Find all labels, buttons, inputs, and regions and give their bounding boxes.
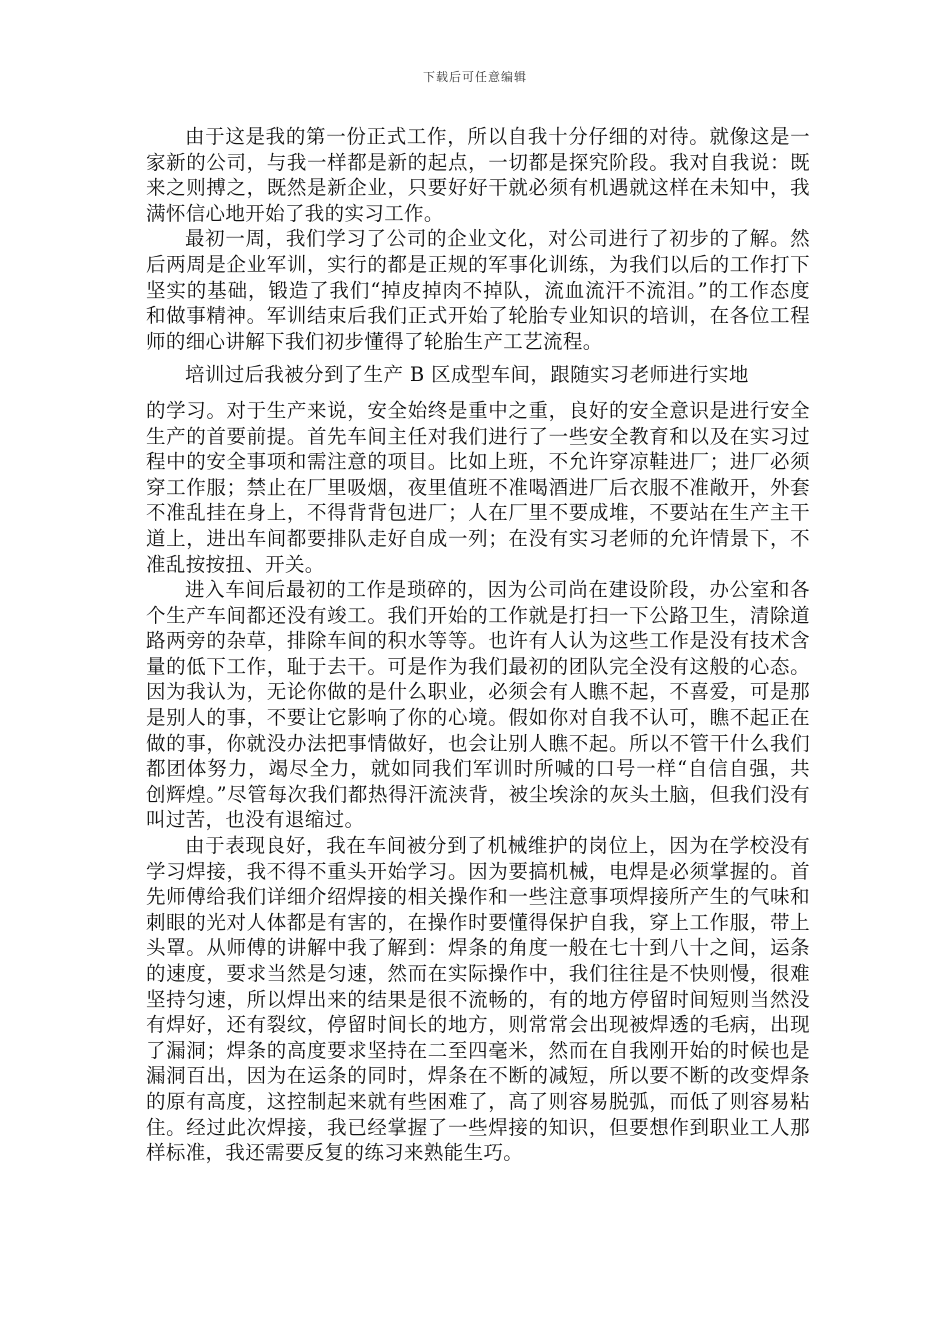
- paragraph-4: 的学习。对于生产来说，安全始终是重中之重，良好的安全意识是进行安全生产的首要前提。首先车间主任对我们进行了一些安全教育和以及在实习过程中的安全事项和需注意的项目。比如上班，不允许穿凉鞋进厂；进厂必须穿工作服；禁止在厂里吸烟，夜里值班不准喝酒进厂后衣服不准敞开，外套不准乱挂在身上，不得背背包进厂；人在厂里不要成堆，不要站在生产主干道上，进出车间都要排队走好自成一列；在没有实习老师的允许情景下，不准乱按按扭、开关。: [146, 398, 810, 576]
- paragraph-2: 最初一周，我们学习了公司的企业文化，对公司进行了初步的了解。然后两周是企业军训，实行的都是正规的军事化训练，为我们以后的工作打下坚实的基础，锻造了我们“掉皮掉肉不掉队，流血流汗不流泪。”的工作态度和做事精神。军训结束后我们正式开始了轮胎专业知识的培训，在各位工程师的细心讲解下我们初步懂得了轮胎生产工艺流程。: [146, 227, 810, 353]
- paragraph-5: 进入车间后最初的工作是琐碎的，因为公司尚在建设阶段，办公室和各个生产车间都还没有竣工。我们开始的工作就是打扫一下公路卫生，清除道路两旁的杂草，排除车间的积水等等。也许有人认为这些工作是没有技术含量的低下工作，耻于去干。可是作为我们最初的团队完全没有这般的心态。因为我认为，无论你做的是什么职业，必须会有人瞧不起，不喜爱，可是那是别人的事，不要让它影响了你的心境。假如你对自我不认可，瞧不起正在做的事，你就没办法把事情做好，也会让别人瞧不起。所以不管干什么我们都团体努力，竭尽全力，就如同我们军训时所喊的口号一样“自信自强，共创辉煌。”尽管每次我们都热得汗流浃背，被尘埃涂的灰头土脑，但我们没有叫过苦，也没有退缩过。: [146, 578, 810, 832]
- paragraph-3: 培训过后我被分到了生产 B 区成型车间，跟随实习老师进行实地: [185, 363, 749, 387]
- page-header: 下载后可任意编辑: [422, 70, 527, 84]
- paragraph-6: 由于表现良好，我在车间被分到了机械维护的岗位上，因为在学校没有学习焊接，我不得不重头开始学习。因为要搞机械，电焊是必须掌握的。首先师傅给我们详细介绍焊接的相关操作和一些注意事项焊接所产生的气味和刺眼的光对人体都是有害的，在操作时要懂得保护自我，穿上工作服，带上头罩。从师傅的讲解中我了解到：焊条的角度一般在七十到八十之间，运条的速度，要求当然是匀速，然而在实际操作中，我们往往是不快则慢，很难坚持匀速，所以焊出来的结果是很不流畅的，有的地方停留时间短则当然没有焊好，还有裂纹，停留时间长的地方，则常常会出现被焊透的毛病，出现了漏洞；焊条的高度要求坚持在二至四毫米，然而在自我刚开始的时候也是漏洞百出，因为在运条的同时，焊条在不断的减短，所以要不断的改变焊条的原有高度，这控制起来就有些困难了，高了则容易脱弧，而低了则容易粘住。经过此次焊接，我已经掌握了一些焊接的知识，但要想作到职业工人那样标准，我还需要反复的练习来熟能生巧。: [146, 834, 810, 1165]
- paragraph-1: 由于这是我的第一份正式工作，所以自我十分仔细的对待。就像这是一家新的公司，与我一样都是新的起点，一切都是探究阶段。我对自我说：既来之则搏之，既然是新企业，只要好好干就必须有机遇就这样在未知中，我满怀信心地开始了我的实习工作。: [146, 125, 810, 225]
- document-body: [146, 124, 810, 1166]
